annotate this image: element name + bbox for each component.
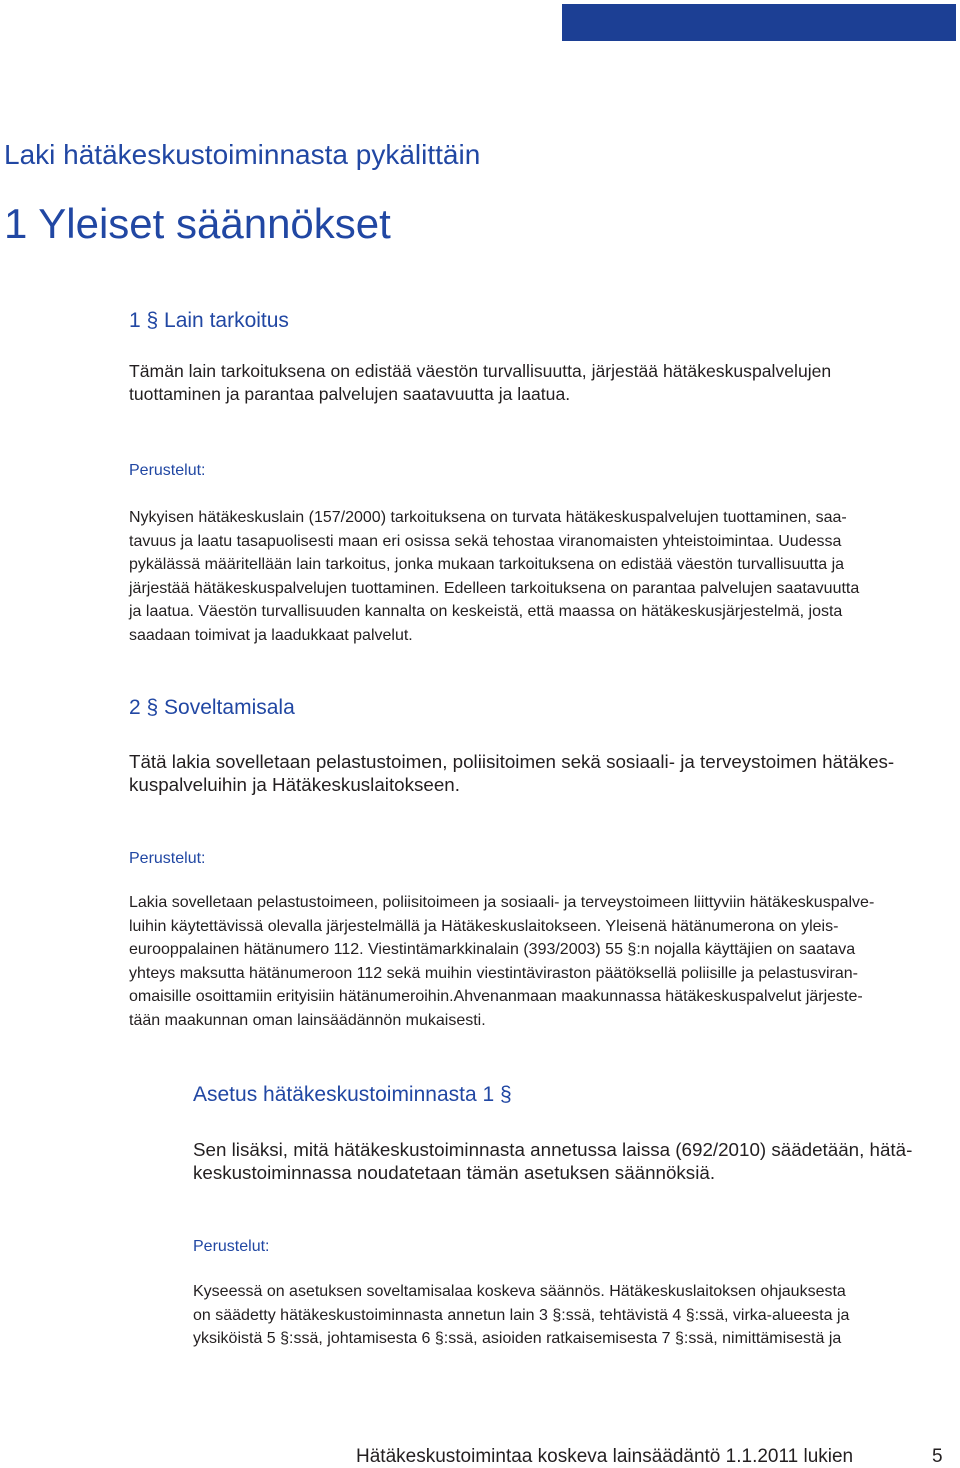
section-1-rationale-line: ja laatua. Väestön turvallisuuden kannalta on keskeistä, että maassa on hätäkeskusjärjestelmä, josta: [129, 603, 843, 620]
decree-rationale-label: Perustelut:: [193, 1238, 270, 1255]
section-1-text-line: Tämän lain tarkoituksena on edistää väestön turvallisuutta, järjestää hätäkeskuspalvelujen: [129, 361, 832, 381]
section-2-rationale-line: omaisille osoittamiin erityisiin hätänumeroihin.Ahvenanmaan maakunnassa hätäkeskuspalvelut järjeste-: [129, 988, 863, 1005]
section-1-rationale-line: pykälässä määritellään lain tarkoitus, jonka mukaan tarkoituksena on edistää väestön turvallisuutta ja: [129, 556, 845, 573]
section-2-rationale: [129, 891, 874, 1032]
document-title: Laki hätäkeskustoiminnasta pykälittäin: [4, 139, 481, 170]
decree-rationale-line: yksiköistä 5 §:ssä, johtamisesta 6 §:ssä, asioiden ratkaisemisesta 7 §:ssä, nimittämisestä ja: [193, 1330, 842, 1347]
chapter-heading: 1 Yleiset säännökset: [4, 200, 391, 247]
decree-section-text-line: Sen lisäksi, mitä hätäkeskustoiminnasta annetussa laissa (692/2010) säädetään, hätä-: [193, 1139, 913, 1160]
section-2-text-line: Tätä lakia sovelletaan pelastustoimen, poliisitoimen sekä sosiaali- ja terveystoimen hätäkes-: [129, 751, 895, 772]
section-2-rationale-line: eurooppalainen hätänumero 112. Viestintämarkkinalain (393/2003) 55 §:n nojalla käyttäjien on saatava: [129, 941, 856, 958]
section-1-text-line: tuottaminen ja parantaa palvelujen saatavuutta ja laatua.: [129, 384, 571, 404]
section-1-rationale-label: Perustelut:: [129, 462, 206, 479]
section-1-rationale-line: järjestää hätäkeskuspalvelujen tuottaminen. Edelleen tarkoituksena on parantaa palvelujen saatavuutta: [129, 579, 860, 597]
section-1-title: 1 § Lain tarkoitus: [129, 309, 289, 332]
section-1-text: [129, 360, 831, 406]
section-1-rationale-line: tavuus ja laatu tasapuolisesti maan eri osissa sekä tehostaa viranomaisten yhteistoimintaa. Uudessa: [129, 532, 842, 550]
page-number: 5: [932, 1446, 943, 1467]
section-1-rationale-line: saadaan toimivat ja laadukkaat palvelut.: [129, 626, 413, 644]
section-2-title: 2 § Soveltamisala: [129, 696, 295, 719]
section-1-rationale: [129, 506, 859, 647]
decree-section-text-line: keskustoiminnassa noudatetaan tämän asetuksen säännöksiä.: [193, 1162, 716, 1183]
decree-section-text: [193, 1138, 912, 1184]
section-2-text: [129, 750, 894, 796]
section-2-rationale-label: Perustelut:: [129, 850, 206, 867]
section-2-text-line: kuspalveluihin ja Hätäkeskuslaitokseen.: [129, 774, 460, 795]
header-color-band: [562, 4, 956, 41]
section-1-rationale-line: Nykyisen hätäkeskuslain (157/2000) tarkoituksena on turvata hätäkeskuspalvelujen tuottaminen, saa-: [129, 509, 847, 526]
section-2-rationale-line: tään maakunnan oman lainsäädännön mukaisesti.: [129, 1011, 486, 1029]
footer-title: Hätäkeskustoimintaa koskeva lainsäädäntö 1.1.2011 lukien: [356, 1446, 854, 1467]
section-2-rationale-line: Lakia sovelletaan pelastustoimeen, poliisitoimeen ja sosiaali- ja terveystoimeen liittyviin hätäkeskuspalve-: [129, 894, 875, 911]
decree-rationale-line: on säädetty hätäkeskustoiminnasta annetun lain 3 §:ssä, tehtävistä 4 §:ssä, virka-alueesta ja: [193, 1306, 850, 1324]
decree-section-title: Asetus hätäkeskustoiminnasta 1 §: [193, 1083, 512, 1106]
decree-rationale-line: Kyseessä on asetuksen soveltamisalaa koskeva säännös. Hätäkeskuslaitoksen ohjauksesta: [193, 1283, 846, 1300]
section-2-rationale-line: luihin käytettävissä olevalla järjestelmällä ja Hätäkeskuslaitokseen. Yleisenä hätänumerona on yleis-: [129, 917, 839, 935]
section-2-rationale-line: yhteys maksutta hätänumeroon 112 sekä muihin viestintäviraston päätöksellä poliisille ja pelastusviran-: [129, 964, 858, 982]
decree-rationale: [193, 1280, 849, 1351]
